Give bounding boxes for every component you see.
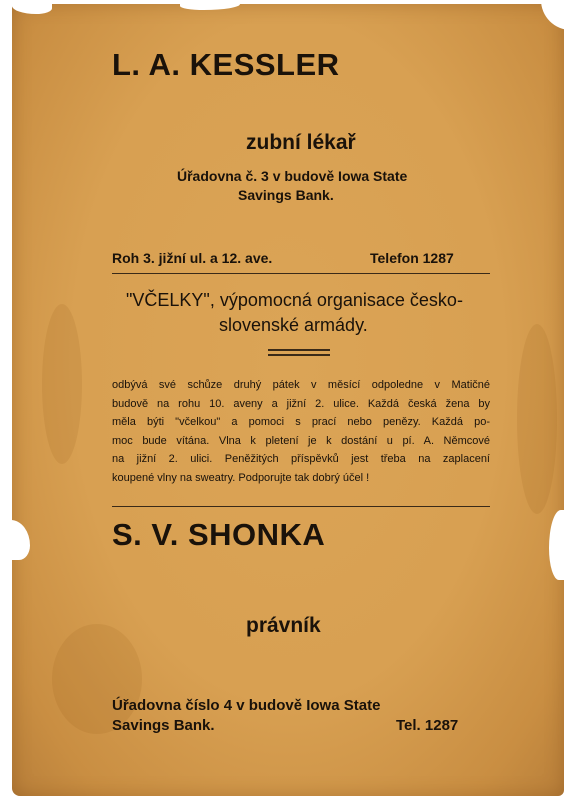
ad1-phone: Telefon 1287 [370,250,454,266]
paper-stain [517,324,557,514]
ad1-profession: zubní lékař [246,131,356,154]
ad2-office-line1: Úřadovna číslo 4 v budově Iowa State [112,697,381,714]
ad2-office-line2: Savings Bank. [112,717,215,734]
notice-body-line: měla býti "včelkou" a pomoci s prací nebo penězy. Každá po- [112,416,490,429]
notice-title-line2: slovenské armády. [219,315,368,335]
ad2-phone: Tel. 1287 [396,717,459,734]
paper-stain [42,304,82,464]
divider-rule [112,506,490,507]
ad1-name: L. A. KESSLER [112,47,340,82]
ad1-address: Roh 3. jižní ul. a 12. ave. [112,250,273,266]
notice-body-line: koupené vlny na sweatry. Podporujte tak dobrý účel ! [112,471,370,484]
divider-rule [112,273,490,274]
double-rule-top [268,349,330,351]
notice-body [112,376,490,488]
ad2-name: S. V. SHONKA [112,517,326,552]
ad2-profession: právník [246,614,321,637]
notice-body-line: odbývá své schůze druhý pátek v měsící odpoledne v Matičné [112,379,490,391]
notice-body-line: moc bude vítána. Vlna k pletení je k dostání u pí. A. Němcové [112,434,490,447]
notice-body-line: budově na rohu 10. aveny a jižní 2. ulice. Každá česká žena by [112,397,490,410]
ad1-office-line1: Úřadovna č. 3 v budově Iowa State [177,168,408,184]
paper-tear [549,510,571,580]
ad1-office-line2: Savings Bank. [238,187,334,203]
double-rule-bottom [268,354,330,356]
notice-title-line1: "VČELKY", výpomocná organisace česko- [126,290,463,310]
notice-body-line: na jižní 2. ulici. Peněžitých příspěvků jest třeba na zaplacení [112,453,490,466]
